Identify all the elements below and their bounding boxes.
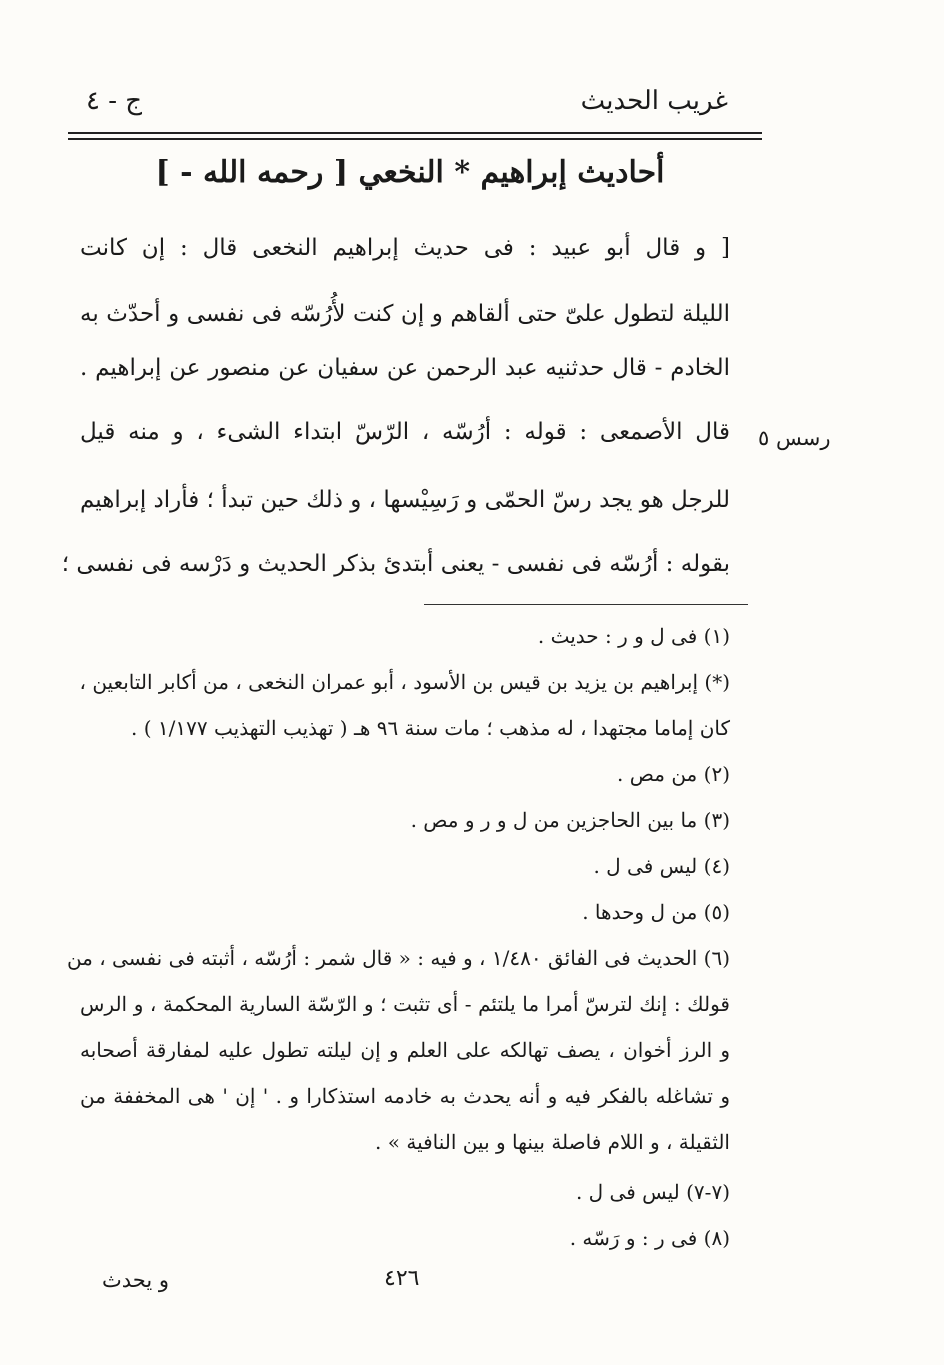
footnote-line: (٢) من مص . bbox=[617, 762, 730, 786]
page-number: ٤٢٦ bbox=[384, 1266, 420, 1291]
footnote-line: (٥) من ل وحدها . bbox=[582, 900, 730, 924]
body-line: الليلة لتطول علىّ حتى ألقاهم و إن كنت لأُرُسّه فى نفسى و أحدّث به bbox=[80, 301, 730, 327]
footnote-rule bbox=[424, 604, 748, 605]
body-line: للرجل هو يجد رسّ الحمّى و رَسِيْسها ، و ذلك حين تبدأ ؛ فأراد إبراهيم bbox=[79, 487, 730, 513]
body-line: [ و قال أبو عبيد : فى حديث إبراهيم النخعى قال : إن كانت bbox=[80, 235, 730, 261]
footnote-line: (٧-٧) ليس فى ل . bbox=[575, 1180, 730, 1204]
footnote-line: (١) فى ل و ر : حديث . bbox=[537, 624, 730, 648]
section-title: أحاديث إبراهيم * النخعي [ رحمه الله - ] bbox=[155, 155, 665, 190]
body-line: قال الأصمعى : قوله : أرُسّه ، الرّسّ ابتداء الشىء ، و منه قيل bbox=[80, 419, 730, 445]
footnote-line: قولك : إنك لترسّ أمرا ما يلتئم - أى تثبت ؛ و الرّسّة السارية المحكمة ، و الرس bbox=[80, 992, 730, 1016]
running-title: غريب الحديث bbox=[580, 86, 728, 116]
catchword: و يحدث bbox=[102, 1268, 170, 1292]
footnote-line: و الرز أخوان ، يصف تهالكه على العلم و إن ليلته تطول عليه لمفارقة أصحابه bbox=[80, 1038, 730, 1062]
footnote-line: و تشاغله بالفكر فيه و أنه يحدث به خادمه استذكارا و . ' إن ' هى المخففة من bbox=[80, 1084, 730, 1108]
footnote-line: الثقيلة ، و اللام فاصلة بينها و بين النافية » . bbox=[375, 1130, 730, 1154]
body-line: بقوله : أرُسّه فى نفسى - يعنى أبتدئ بذكر الحديث و دَرْسه فى نفسى ؛ bbox=[61, 551, 730, 577]
footnote-line: (٣) ما بين الحاجزين من ل و ر و مص . bbox=[410, 808, 730, 832]
volume-number: ج - ٤ bbox=[86, 86, 143, 116]
footnote-line: (٨) فى ر : و رَسّه . bbox=[569, 1226, 730, 1250]
footnote-line: (٤) ليس فى ل . bbox=[593, 854, 730, 878]
header-rule-top bbox=[68, 132, 762, 134]
footnote-line: (٦) الحديث فى الفائق ١/٤٨٠ ، و فيه : « قال شمر : أرُسّه ، أثبته فى نفسى ، من bbox=[66, 946, 730, 970]
footnote-line: كان إماما مجتهدا ، له مذهب ؛ مات سنة ٩٦ هـ ( تهذيب التهذيب ١/١٧٧ ) . bbox=[131, 716, 730, 740]
margin-note: رسس ٥ bbox=[758, 426, 831, 450]
footnote-line: (*) إبراهيم بن يزيد بن قيس بن الأسود ، أبو عمران النخعى ، من أكابر التابعين ، bbox=[79, 670, 730, 694]
header-rule-bottom bbox=[68, 138, 762, 140]
body-line: الخادم - قال حدثنيه عبد الرحمن عن سفيان عن منصور عن إبراهيم . bbox=[80, 355, 730, 381]
